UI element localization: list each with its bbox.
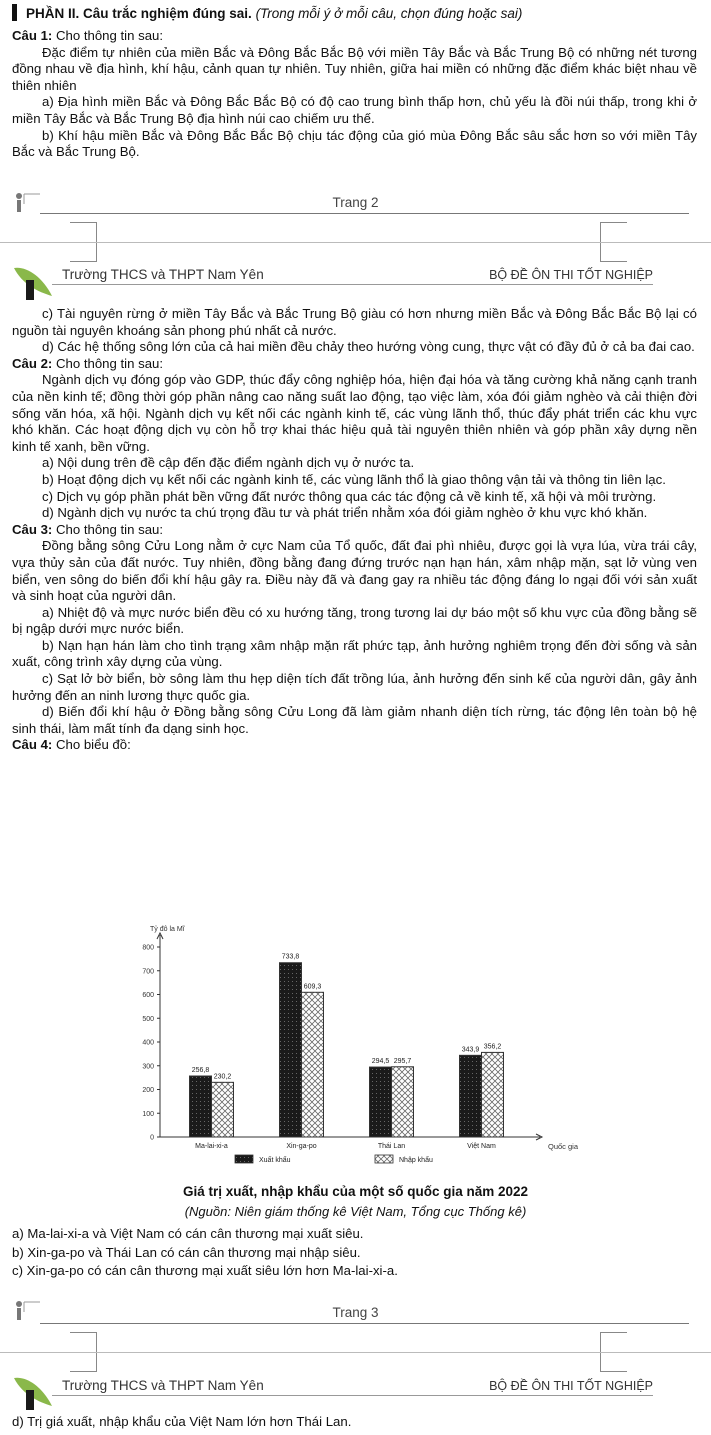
y-tick-label: 200 <box>142 1087 154 1094</box>
section-heading <box>12 4 703 23</box>
section-note: (Trong mỗi ý ở mỗi câu, chọn đúng hoặc sai) <box>255 6 523 21</box>
q1-text: Đặc điểm tự nhiên của miền Bắc và Đông Bắc Bắc Bộ với miền Tây Bắc và Bắc Trung Bộ có những nét tương đồng nhau về địa hình, khí hậu, cảnh quan tự nhiên. Tuy nhiên, giữa hai miền có những đặc điểm khác biệt nhau về thiên nhiên <box>12 44 697 93</box>
corner-mark-left <box>70 222 97 243</box>
header-line-2 <box>52 1395 653 1396</box>
q3-option-b: b) Nạn hạn hán làm cho tình trạng xâm nhập mặn rất phức tạp, ảnh hưởng nghiêm trọng đến đời sống và sản xuất, công trình xây dựng của vùng. <box>12 637 697 670</box>
header-line <box>52 284 653 285</box>
category-label: Thái Lan <box>377 1143 406 1150</box>
main-content-block <box>12 306 697 754</box>
q3-text: Đồng bằng sông Cửu Long nằm ở cực Nam của Tổ quốc, đất đai phì nhiêu, được gọi là vựa lúa, vừa trái cây, vựa thủy sản của đất nước. Tuy nhiên, đồng bằng đang đứng trước nạn hạn hán, xâm nhập mặn, sạt lở vùng ven biển, ven sông do biến đổi khí hậu gây ra. Điều này đã và đang gay ra nhiều tác động đáng lo ngại đối với sản xuất và sinh hoạt của người dân. <box>12 538 697 604</box>
x-axis-label: Quốc gia <box>548 1142 579 1151</box>
bar-export <box>280 963 302 1137</box>
trade-bar-chart <box>120 925 600 1175</box>
bar-import <box>482 1052 504 1137</box>
footer-line <box>40 213 689 214</box>
corner-mark-right <box>600 222 627 243</box>
q4-option-d: d) Trị giá xuất, nhập khẩu của Việt Nam lớn hơn Thái Lan. <box>12 1414 352 1429</box>
q3-label: Câu 3: <box>12 521 53 537</box>
q4-option-b: b) Xin-ga-po và Thái Lan có cán cân thương mại nhập siêu. <box>12 1244 361 1260</box>
leaf-logo-icon-2 <box>12 1372 56 1412</box>
q1-intro: Cho thông tin sau: <box>55 28 164 43</box>
q3-option-c: c) Sạt lở bờ biển, bờ sông làm thu hẹp diện tích đất trồng lúa, ảnh hưởng đến sinh kế của người dân, gây ảnh hưởng đến an ninh lương thực quốc gia. <box>12 671 697 703</box>
school-name: Trường THCS và THPT Nam Yên <box>62 267 264 282</box>
bar-value-label: 294,5 <box>371 1058 390 1066</box>
section-title: PHẦN II. Câu trắc nghiệm đúng sai. <box>26 6 252 21</box>
q3-option-a: a) Nhiệt độ và mực nước biển đều có xu hướng tăng, trong tương lai dự báo một số khu vực của đồng bằng sẽ bị ngập dưới mực nước biển. <box>12 604 697 637</box>
legend-swatch <box>375 1155 393 1163</box>
q2-option-c: c) Dịch vụ góp phần phát bền vững đất nước thông qua các tác động cả về kinh tế, xã hội và môi trường. <box>42 488 657 504</box>
legend-label: Nhập khẩu <box>399 1157 433 1164</box>
bar-export <box>370 1067 392 1137</box>
chart-bars <box>190 963 504 1137</box>
q3-option-d: d) Biến đổi khí hậu ở Đồng bằng sông Cửu Long đã làm giảm nhanh diện tích rừng, tác động lên toàn bộ hệ sinh thái, làm mất tính đa dạng sinh học. <box>12 704 697 736</box>
corner-mark-left-bottom <box>70 243 97 262</box>
question-4-options <box>12 1226 697 1280</box>
q1-option-a: a) Địa hình miền Bắc và Đông Bắc Bắc Bộ có độ cao trung bình thấp hơn, chủ yếu là đồi núi thấp, trong khi ở miền Tây Bắc và Bắc Trung Bộ địa hình núi cao chiếm ưu thế. <box>12 94 697 126</box>
category-label: Xin-ga-po <box>286 1143 317 1150</box>
y-tick-label: 400 <box>142 1039 154 1047</box>
q3-intro: Cho thông tin sau: <box>55 521 164 537</box>
question-1-block <box>12 28 697 161</box>
heading-bar <box>12 4 17 21</box>
corner-mark-right-bottom <box>600 243 627 262</box>
bar-value-label: 256,8 <box>191 1067 210 1075</box>
category-label: Việt Nam <box>467 1143 496 1150</box>
q2-text: Ngành dịch vụ đóng góp vào GDP, thúc đẩy công nghiệp hóa, hiện đại hóa và tăng cường khả năng cạnh tranh của nền kinh tế; đồng thời góp phần nâng cao năng suất lao động, tạo việc làm, xóa đói giảm nghèo và cải thiện đời sống văn hóa, xã hội. Ngành dịch vụ kết nối các ngành kinh tế, các vùng lãnh thổ, thúc đẩy phát triển các khu vực khó khăn. Các hoạt động dịch vụ còn hỗ trợ khai thác hiệu quả tài nguyên thiên nhiên và góp phần xây dựng nền kinh tế xanh, bền vững. <box>12 372 697 454</box>
bar-export <box>460 1055 482 1137</box>
q4-option-a: a) Ma-lai-xi-a và Việt Nam có cán cân thương mại xuất siêu. <box>12 1226 364 1241</box>
q4-option-c: c) Xin-ga-po có cán cân thương mại xuất siêu lớn hơn Ma-lai-xi-a. <box>12 1263 398 1279</box>
chart-source: (Nguồn: Niên giám thống kê Việt Nam, Tổng cục Thống kê) <box>184 1204 527 1219</box>
bar-value-label: 733,8 <box>281 953 300 961</box>
y-tick-label: 0 <box>150 1134 154 1142</box>
y-axis-label: Tỷ đô la Mĩ <box>150 926 185 933</box>
q2-option-a: a) Nội dung trên đề cập đến đặc điểm ngành dịch vụ ở nước ta. <box>42 455 415 471</box>
bar-import <box>392 1067 414 1137</box>
y-tick-label: 500 <box>142 1015 154 1023</box>
bar-value-label: 230,2 <box>213 1073 232 1081</box>
footer-line-2 <box>40 1323 689 1324</box>
legend-label: Xuất khẩu <box>259 1157 291 1164</box>
legend-swatch <box>235 1155 253 1163</box>
page-number-2: Trang 2 <box>332 195 379 210</box>
bar-value-label: 609,3 <box>303 983 322 991</box>
y-tick-label: 100 <box>142 1110 154 1118</box>
q4-intro: Cho biểu đồ: <box>55 737 131 753</box>
y-tick-label: 700 <box>142 968 154 976</box>
q1-label: Câu 1: <box>12 28 53 43</box>
q2-label: Câu 2: <box>12 355 53 371</box>
bar-value-label: 295,7 <box>393 1057 412 1065</box>
q1-option-b: b) Khí hậu miền Bắc và Đông Bắc Bắc Bộ chịu tác động của gió mùa Đông Bắc sâu sắc hơn so với miền Tây Bắc và Bắc Trung Bộ. <box>12 127 697 160</box>
question-4-option-d-block <box>12 1414 697 1431</box>
school-name-2: Trường THCS và THPT Nam Yên <box>62 1378 264 1393</box>
y-tick-label: 800 <box>142 944 154 952</box>
q1-option-d: d) Các hệ thống sông lớn của cả hai miền đều chảy theo hướng vòng cung, thực vật có đầy đủ ở cả ba đai cao. <box>42 339 695 355</box>
bar-import <box>302 992 324 1137</box>
bar-import <box>212 1082 234 1137</box>
page-number-3: Trang 3 <box>332 1305 379 1320</box>
chart-caption: Giá trị xuất, nhập khẩu của một số quốc gia năm 2022 <box>182 1184 529 1199</box>
corner-mark-left-bottom-2 <box>70 1353 97 1372</box>
y-tick-label: 300 <box>142 1063 154 1071</box>
corner-mark-left-2 <box>70 1332 97 1353</box>
corner-mark-right-bottom-2 <box>600 1353 627 1372</box>
leaf-logo-icon <box>12 262 56 302</box>
exam-title-2: BỘ ĐỀ ÔN THI TỐT NGHIỆP <box>489 1379 653 1393</box>
bar-value-label: 343,9 <box>461 1046 480 1054</box>
category-label: Ma-lai-xi-a <box>195 1143 228 1150</box>
q2-option-d: d) Ngành dịch vụ nước ta chú trọng đầu tư và phát triển nhằm xóa đói giảm nghèo ở khu vực khó khăn. <box>42 505 648 521</box>
exam-title: BỘ ĐỀ ÔN THI TỐT NGHIỆP <box>489 268 653 282</box>
bar-value-label: 356,2 <box>483 1043 502 1051</box>
corner-mark-right-2 <box>600 1332 627 1353</box>
chart-labels <box>192 954 502 1150</box>
q4-label: Câu 4: <box>12 737 53 753</box>
q2-intro: Cho thông tin sau: <box>55 355 164 371</box>
bar-export <box>190 1076 212 1137</box>
y-tick-label: 600 <box>142 992 154 999</box>
q2-option-b: b) Hoạt động dịch vụ kết nối các ngành kinh tế, các vùng lãnh thổ là giao thông vận tải và thông tin liên lạc. <box>42 471 666 487</box>
chart-legend <box>235 1155 433 1164</box>
q1-option-c: c) Tài nguyên rừng ở miền Tây Bắc và Bắc Trung Bộ giàu có hơn nhưng miền Bắc và Đông Bắc Bắc Bộ lại có nguồn tài nguyên khoáng sản phong phú nhất cả nước. <box>12 306 697 338</box>
